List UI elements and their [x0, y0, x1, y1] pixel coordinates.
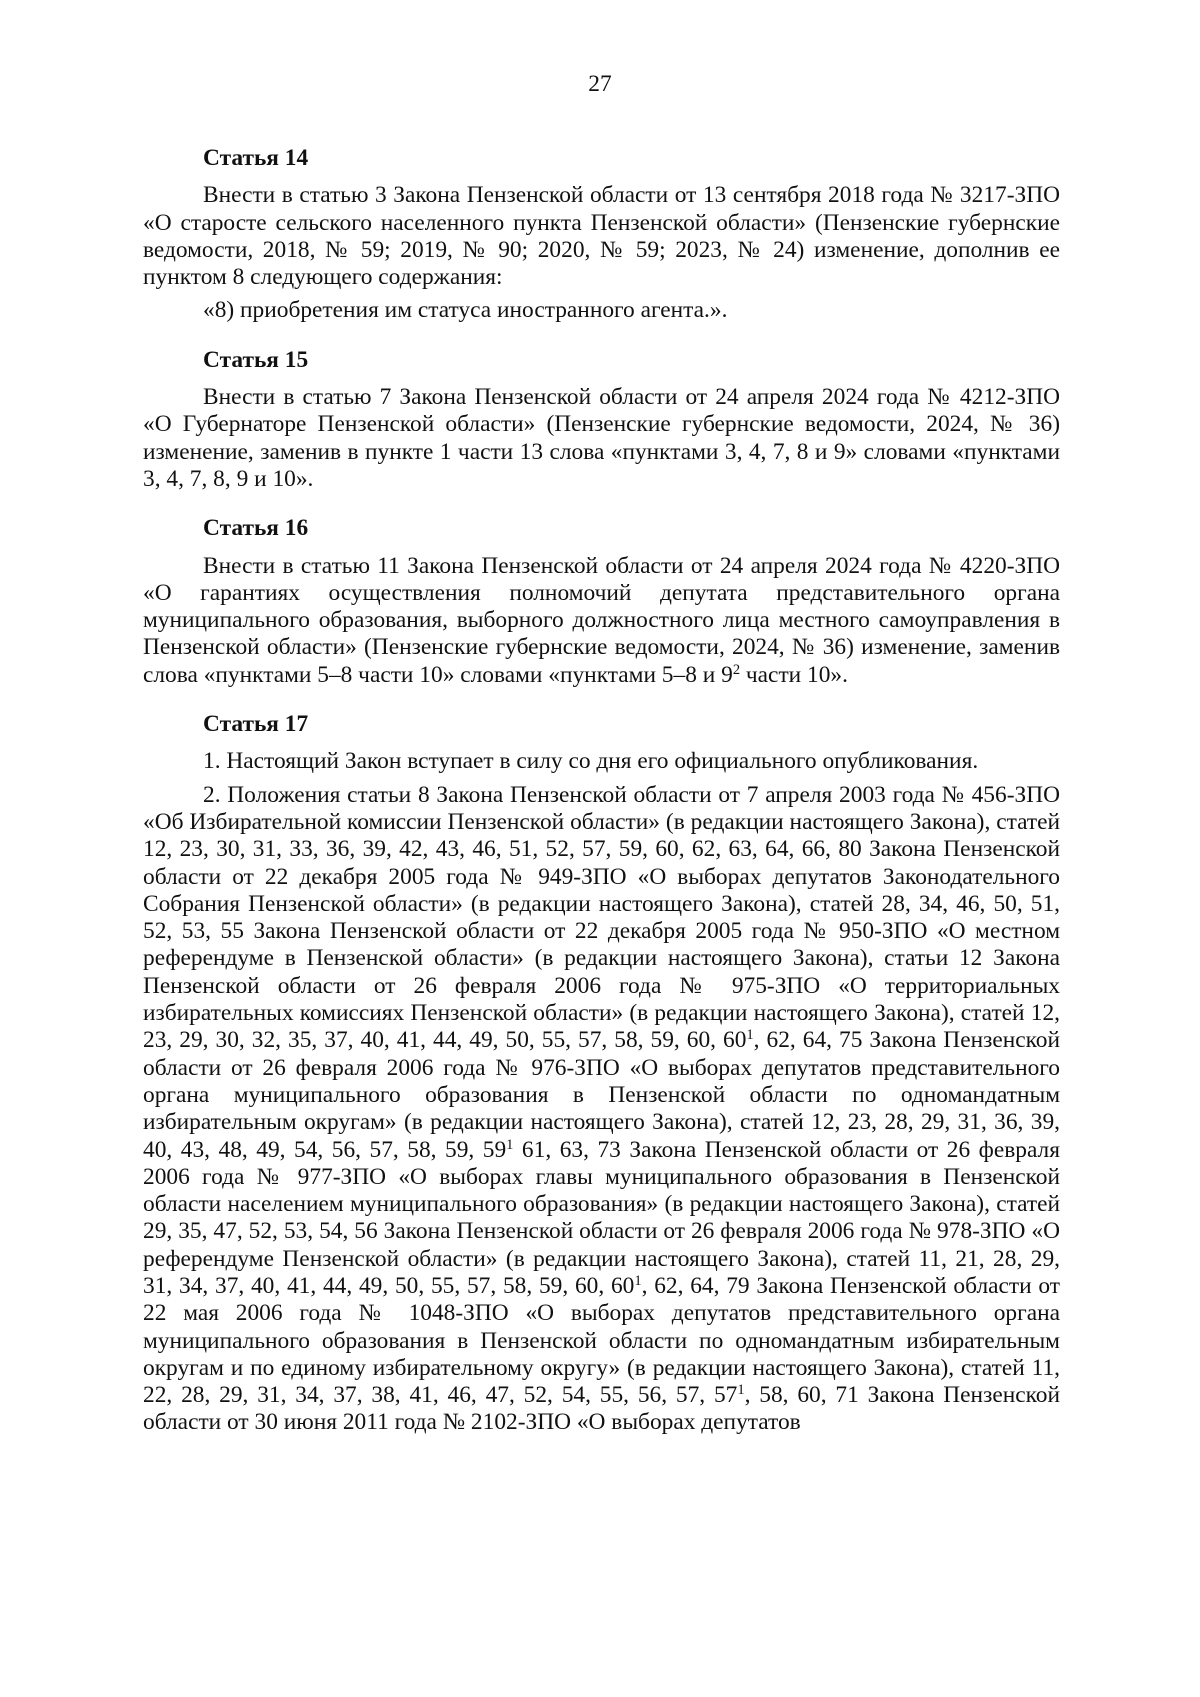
- text-segment: 61, 63, 73 Закона Пензенской области от 26 февраля 2006 года № 977-ЗПО «О выборах главы муниципального образования в Пензенской области населением муниципального образования» (в редакции настоящего Закона), статей 29, 35, 47, 52, 53, 54, 56 Закона Пензенской области от 26 февраля 2006 года № 978-ЗПО «О референдуме Пензенской области» (в редакции настоящего Закона), статей 11, 21, 28, 29, 31, 34, 37, 40, 41, 44, 49, 50, 55, 57, 58, 59, 60, 60: [143, 1136, 1060, 1299]
- article-17-title: Статья 17: [203, 711, 309, 738]
- article-14-paragraph-2: «8) приобретения им статуса иностранного агента.».: [203, 297, 728, 324]
- text-segment: , 62, 64, 79 Закона Пензенской области от 22 мая 2006 года № 1048-ЗПО «О выборах депутатов представительного органа муниципального образования в Пензенской области по одномандатным избирательным округам и по единому избирательному округу» (в редакции настоящего Закона), статей 11, 22, 28, 29, 31, 34, 37, 38, 41, 46, 47, 52, 54, 55, 56, 57, 57: [143, 1272, 1060, 1409]
- article-16-paragraph-1: [143, 553, 1060, 689]
- article-15-paragraph-1: Внести в статью 7 Закона Пензенской области от 24 апреля 2024 года № 4212-ЗПО «О Губернаторе Пензенской области» (Пензенские губернские ведомости, 2024, № 36) изменение, заменив в пункте 1 части 13 слова «пунктами 3, 4, 7, 8 и 9» словами «пунктами 3, 4, 7, 8, 9 и 10».: [143, 384, 1060, 492]
- text-segment: , 58, 60, 71 Закона Пензенской области от 30 июня 2011 года № 2102-ЗПО «О выборах депутатов: [143, 1382, 1060, 1436]
- article-16: [143, 515, 1060, 689]
- article-15: [143, 347, 1060, 493]
- text-segment: , 62, 64, 75 Закона Пензенской области от 26 февраля 2006 года № 976-ЗПО «О выборах депутатов представительного органа муниципального образования в Пензенской области по одномандатным избирательным округам» (в редакции настоящего Закона), статей 12, 23, 28, 29, 31, 36, 39, 40, 43, 48, 49, 54, 56, 57, 58, 59, 59: [143, 1027, 1061, 1163]
- article-14: [143, 145, 1060, 325]
- article-17-paragraph-2: [143, 782, 1060, 1437]
- article-14-title: Статья 14: [203, 145, 309, 171]
- superscript: 1: [746, 1027, 754, 1044]
- superscript: 1: [634, 1273, 642, 1290]
- page-number: 27: [588, 71, 612, 97]
- article-16-title: Статья 16: [203, 515, 309, 542]
- article-15-title: Статья 15: [203, 346, 309, 373]
- text-segment: части 10».: [740, 661, 848, 688]
- article-14-paragraph-1: Внести в статью 3 Закона Пензенской области от 13 сентября 2018 года № 3217-ЗПО «О старосте сельского населенного пункта Пензенской области» (Пензенские губернские ведомости, 2018, № 59; 2019, № 90; 2020, № 59; 2023, № 24) изменение, дополнив ее пунктом 8 следующего содержания:: [143, 182, 1060, 291]
- superscript: 2: [732, 661, 741, 678]
- superscript: 1: [506, 1136, 514, 1153]
- text-segment: 2. Положения статьи 8 Закона Пензенской области от 7 апреля 2003 года № 456-ЗПО «Об Избирательной комиссии Пензенской области» (в редакции настоящего Закона), статей 12, 23, 30, 31, 33, 36, 39, 42, 43, 46, 51, 52, 57, 59, 60, 62, 63, 64, 66, 80 Закона Пензенской области от 22 декабря 2005 года № 949-ЗПО «О выборах депутатов Законодательного Собрания Пензенской области» (в редакции настоящего Закона), статей 28, 34, 46, 50, 51, 52, 53, 55 Закона Пензенской области от 22 декабря 2005 года № 950-ЗПО «О местном референдуме в Пензенской области» (в редакции настоящего Закона), статьи 12 Закона Пензенской области от 26 февраля 2006 года № 975-ЗПО «О территориальных избирательных комиссиях Пензенской области» (в редакции настоящего Закона), статей 12, 23, 29, 30, 32, 35, 37, 40, 41, 44, 49, 50, 55, 57, 58, 59, 60, 60: [143, 781, 1060, 1054]
- article-17-paragraph-1: 1. Настоящий Закон вступает в силу со дня его официального опубликования.: [203, 748, 979, 775]
- article-17: [143, 711, 1060, 1437]
- document-body: [143, 145, 1060, 1437]
- text-segment: Внести в статью 11 Закона Пензенской области от 24 апреля 2024 года № 4220-ЗПО «О гарантиях осуществления полномочий депутата представительного органа муниципального образования, выборного должностного лица местного самоуправления в Пензенской области» (Пензенские губернские ведомости, 2024, № 36) изменение, заменив слова «пунктами 5–8 части 10» словами «пунктами 5–8 и 9: [143, 552, 1060, 688]
- superscript: 1: [737, 1382, 745, 1399]
